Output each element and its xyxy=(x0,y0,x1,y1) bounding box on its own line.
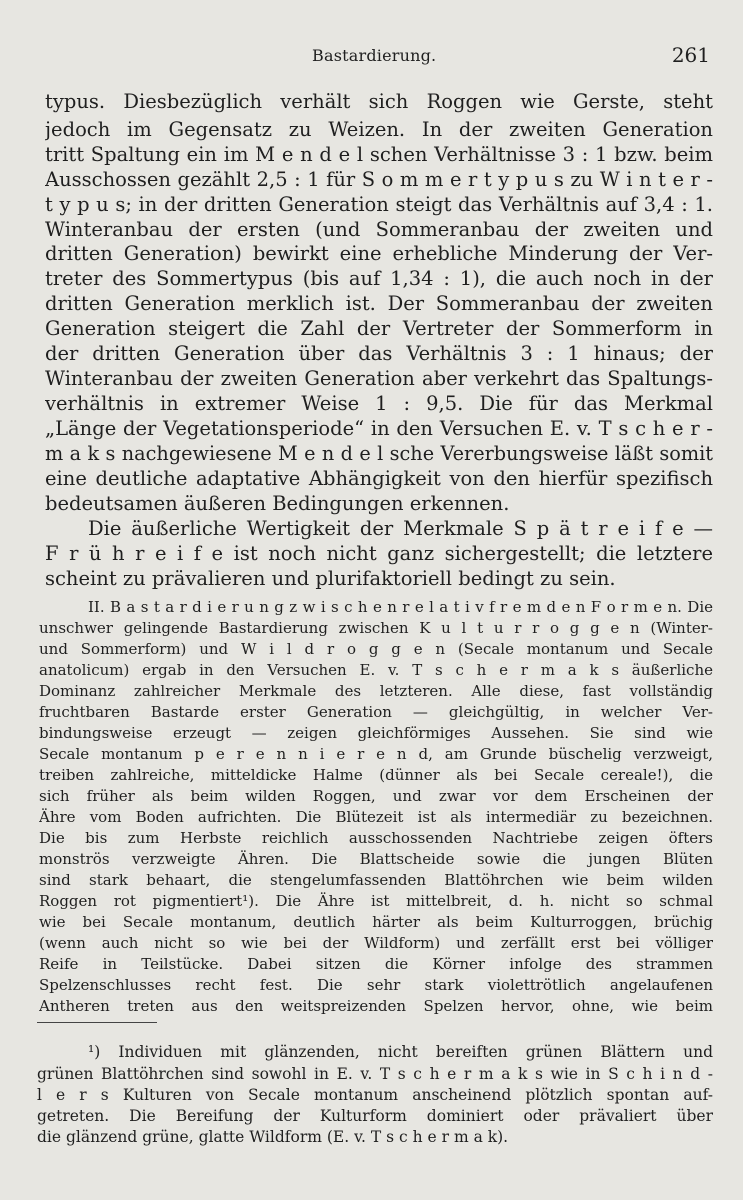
main-line: jedoch im Gegensatz zu Weizen. In der zweiten Generation xyxy=(45,118,713,141)
main-line: „Länge der Vegetationsperiode“ in den Versuchen E. v. T s c h e r - xyxy=(45,417,713,440)
small-line: Secale montanum p e r e n n i e r e n d, am Grunde büschelig verzweigt, xyxy=(39,745,713,763)
main-line: bedeutsamen äußeren Bedingungen erkennen. xyxy=(45,492,510,515)
running-title: Bastardierung. xyxy=(312,46,437,65)
main-line: dritten Generation) bewirkt eine erhebliche Minderung der Ver- xyxy=(45,242,713,265)
main-line: eine deutliche adaptative Abhängigkeit von den hierfür spezifisch xyxy=(45,467,713,490)
footnote-line: getreten. Die Bereifung der Kulturform dominiert oder prävaliert über xyxy=(37,1107,713,1125)
main-line: F r ü h r e i f e ist noch nicht ganz sichergestellt; die letztere xyxy=(45,542,713,565)
main-line: tritt Spaltung ein im M e n d e l schen Verhältnisse 3 : 1 bzw. beim xyxy=(45,143,713,166)
small-line: Die bis zum Herbste reichlich ausschossenden Nachtriebe zeigen öfters xyxy=(39,829,713,847)
small-line: II. B a s t a r d i e r u n g z w i s c h e n r e l a t i v f r e m d e n F o r m e n. Die xyxy=(88,598,713,616)
small-line: treiben zahlreiche, mitteldicke Halme (dünner als bei Secale cereale!), die xyxy=(39,766,713,784)
main-line: Winteranbau der zweiten Generation aber verkehrt das Spaltungs- xyxy=(45,367,713,390)
footnote-rule xyxy=(37,1022,157,1023)
small-line: und Sommerform) und W i l d r o g g e n (Secale montanum und Secale xyxy=(39,640,713,658)
main-line: scheint zu prävalieren und plurifaktoriell bedingt zu sein. xyxy=(45,567,616,590)
small-line: monströs verzweigte Ähren. Die Blattscheide sowie die jungen Blüten xyxy=(39,850,713,868)
footnote-line: ¹) Individuen mit glänzenden, nicht bereiften grünen Blättern und xyxy=(88,1043,713,1061)
footnote-line: grünen Blattöhrchen sind sowohl in E. v. T s c h e r m a k s wie in S c h i n d - xyxy=(37,1065,713,1083)
main-line: Die äußerliche Wertigkeit der Merkmale S p ä t r e i f e — xyxy=(88,517,713,540)
small-line: (wenn auch nicht so wie bei der Wildform) und zerfällt erst bei völliger xyxy=(39,934,713,952)
small-line: anatolicum) ergab in den Versuchen E. v. T s c h e r m a k s äußerliche xyxy=(39,661,713,679)
small-line: wie bei Secale montanum, deutlich härter als beim Kulturroggen, brüchig xyxy=(39,913,713,931)
main-line: t y p u s; in der dritten Generation steigt das Verhältnis auf 3,4 : 1. xyxy=(45,193,713,216)
main-line: typus. Diesbezüglich verhält sich Roggen wie Gerste, steht xyxy=(45,90,713,113)
main-line: Ausschossen gezählt 2,5 : 1 für S o m m e r t y p u s zu W i n t e r - xyxy=(45,168,713,191)
main-line: dritten Generation merklich ist. Der Sommeranbau der zweiten xyxy=(45,292,713,315)
footnote-line: die glänzend grüne, glatte Wildform (E. v. T s c h e r m a k). xyxy=(37,1128,509,1146)
small-line: Spelzenschlusses recht fest. Die sehr stark violettrötlich angelaufenen xyxy=(39,976,713,994)
small-line: bindungsweise erzeugt — zeigen gleichförmiges Aussehen. Sie sind wie xyxy=(39,724,713,742)
running-head xyxy=(0,43,743,70)
main-line: m a k s nachgewiesene M e n d e l sche Vererbungsweise läßt somit xyxy=(45,442,713,465)
small-line: sich früher als beim wilden Roggen, und zwar vor dem Erscheinen der xyxy=(39,787,713,805)
small-line: sind stark behaart, die stengelumfassenden Blattöhrchen wie beim wilden xyxy=(39,871,713,889)
small-line: Reife in Teilstücke. Dabei sitzen die Körner infolge des strammen xyxy=(39,955,713,973)
main-line: der dritten Generation über das Verhältnis 3 : 1 hinaus; der xyxy=(45,342,713,365)
small-line: fruchtbaren Bastarde erster Generation — gleichgültig, in welcher Ver- xyxy=(39,703,713,721)
small-line: Antheren treten aus den weitspreizenden Spelzen hervor, ohne, wie beim xyxy=(39,997,713,1015)
main-line: treter des Sommertypus (bis auf 1,34 : 1), die auch noch in der xyxy=(45,267,713,290)
small-line: Roggen rot pigmentiert¹). Die Ähre ist mittelbreit, d. h. nicht so schmal xyxy=(39,892,713,910)
page-number: 261 xyxy=(671,43,710,67)
main-line: Generation steigert die Zahl der Vertreter der Sommerform in xyxy=(45,317,713,340)
footnote-line: l e r s Kulturen von Secale montanum anscheinend plötzlich spontan auf- xyxy=(37,1086,713,1104)
main-line: Winteranbau der ersten (und Sommeranbau der zweiten und xyxy=(45,218,713,241)
small-line: Dominanz zahlreicher Merkmale des letzteren. Alle diese, fast vollständig xyxy=(39,682,713,700)
small-line: Ähre vom Boden aufrichten. Die Blütezeit ist als intermediär zu bezeichnen. xyxy=(39,808,713,826)
main-line: verhältnis in extremer Weise 1 : 9,5. Die für das Merkmal xyxy=(45,392,713,415)
small-line: unschwer gelingende Bastardierung zwischen K u l t u r r o g g e n (Winter- xyxy=(39,619,713,637)
